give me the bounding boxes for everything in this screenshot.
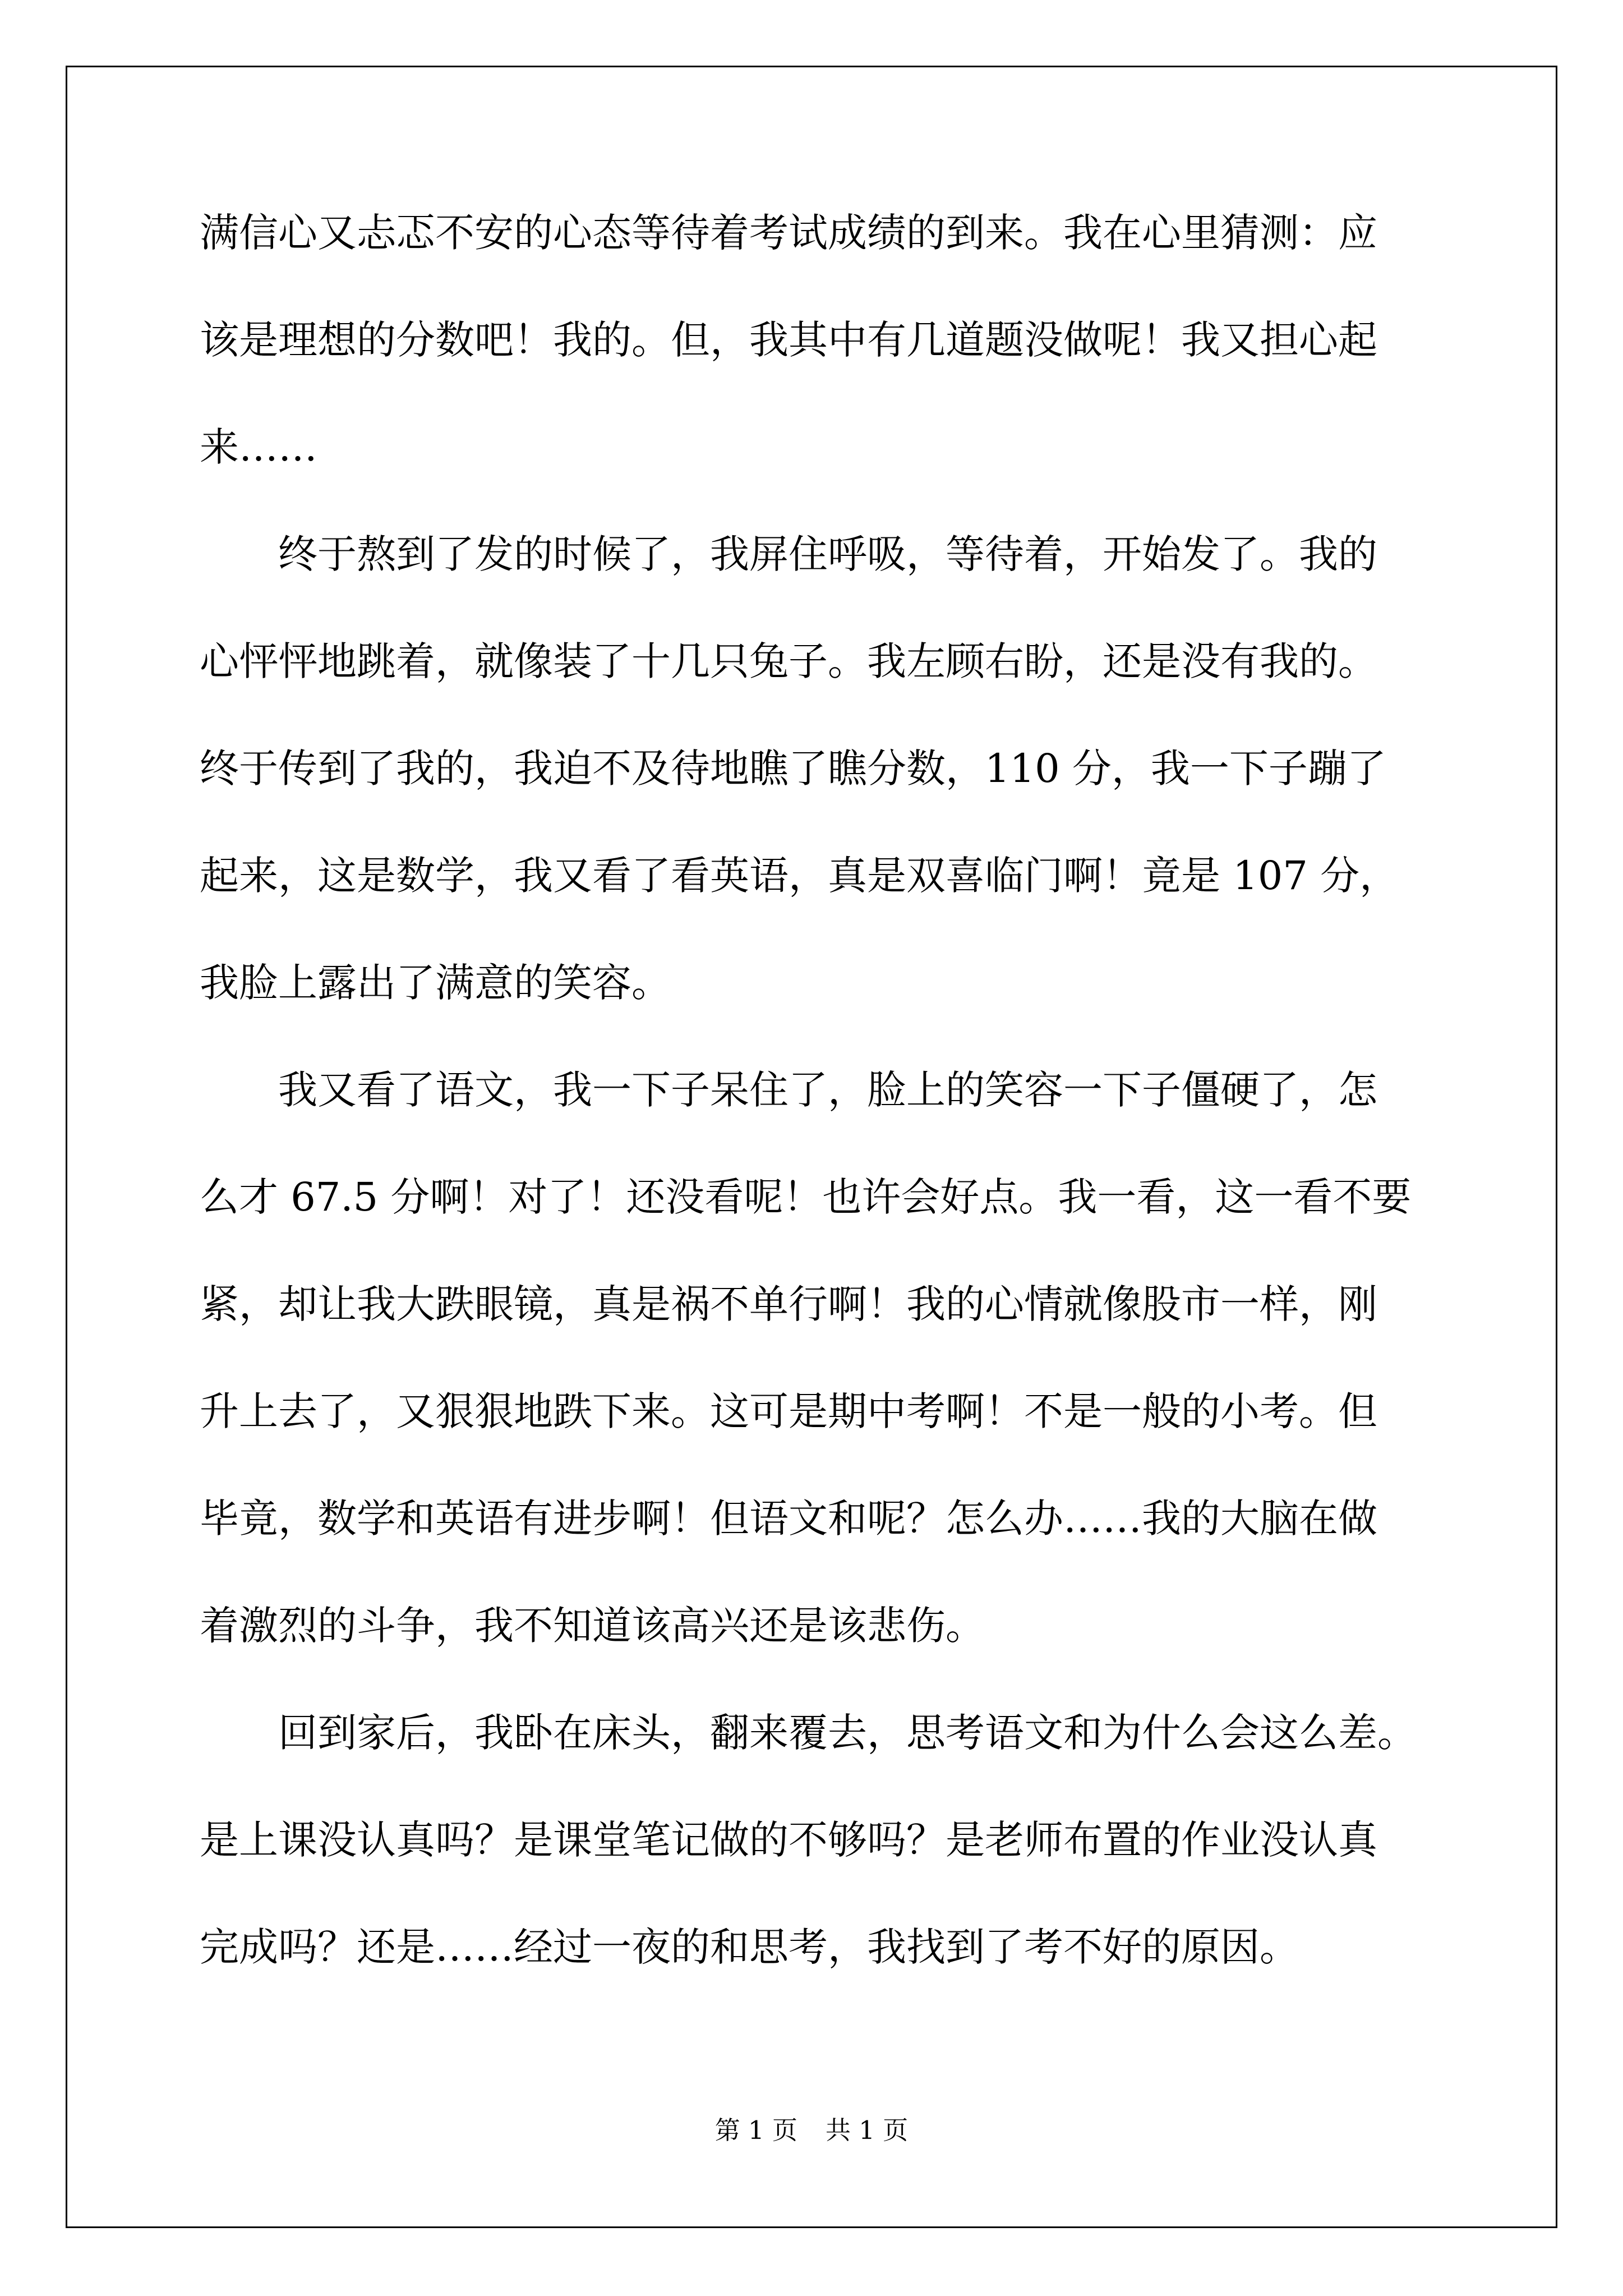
text-line: 完成吗？还是……经过一夜的和思考，我找到了考不好的原因。 xyxy=(200,1924,1299,1970)
text-line: 我脸上露出了满意的笑容。 xyxy=(200,960,671,1006)
text-line: 么才 67.5 分啊！对了！还没看呢！也许会好点。我一看，这一看不要 xyxy=(200,1174,1412,1220)
page-footer xyxy=(0,2110,1623,2146)
text-line: 心怦怦地跳着，就像装了十几只兔子。我左顾右盼，还是没有我的。 xyxy=(200,638,1377,684)
text-line: 满信心又忐忑不安的心态等待着考试成绩的到来。我在心里猜测：应 xyxy=(200,210,1377,256)
text-line: 是上课没认真吗？是课堂笔记做的不够吗？是老师布置的作业没认真 xyxy=(200,1817,1377,1863)
document-body xyxy=(200,210,1433,2035)
text-line: 终于熬到了发的时候了，我屏住呼吸，等待着，开始发了。我的 xyxy=(278,531,1377,577)
text-line: 着激烈的斗争，我不知道该高兴还是该悲伤。 xyxy=(200,1603,985,1649)
text-line: 终于传到了我的，我迫不及待地瞧了瞧分数，110 分，我一下子蹦了 xyxy=(200,746,1386,792)
text-line: 来…… xyxy=(200,424,317,470)
text-line: 起来，这是数学，我又看了看英语，真是双喜临门啊！竟是 107 分， xyxy=(200,853,1399,899)
text-line: 紧，却让我大跌眼镜，真是祸不单行啊！我的心情就像股市一样，刚 xyxy=(200,1281,1377,1327)
text-line: 我又看了语文，我一下子呆住了，脸上的笑容一下子僵硬了，怎 xyxy=(278,1067,1377,1113)
text-line: 毕竟，数学和英语有进步啊！但语文和呢？怎么办……我的大脑在做 xyxy=(200,1496,1377,1542)
text-line: 回到家后，我卧在床头，翻来覆去，思考语文和为什么会这么差。 xyxy=(278,1710,1417,1756)
page-number: 第 1 页 xyxy=(714,2115,797,2145)
text-line: 升上去了，又狠狠地跌下来。这可是期中考啊！不是一般的小考。但 xyxy=(200,1388,1377,1434)
text-line: 该是理想的分数吧！我的。但，我其中有几道题没做呢！我又担心起 xyxy=(200,317,1377,363)
page-total: 共 1 页 xyxy=(826,2115,909,2145)
